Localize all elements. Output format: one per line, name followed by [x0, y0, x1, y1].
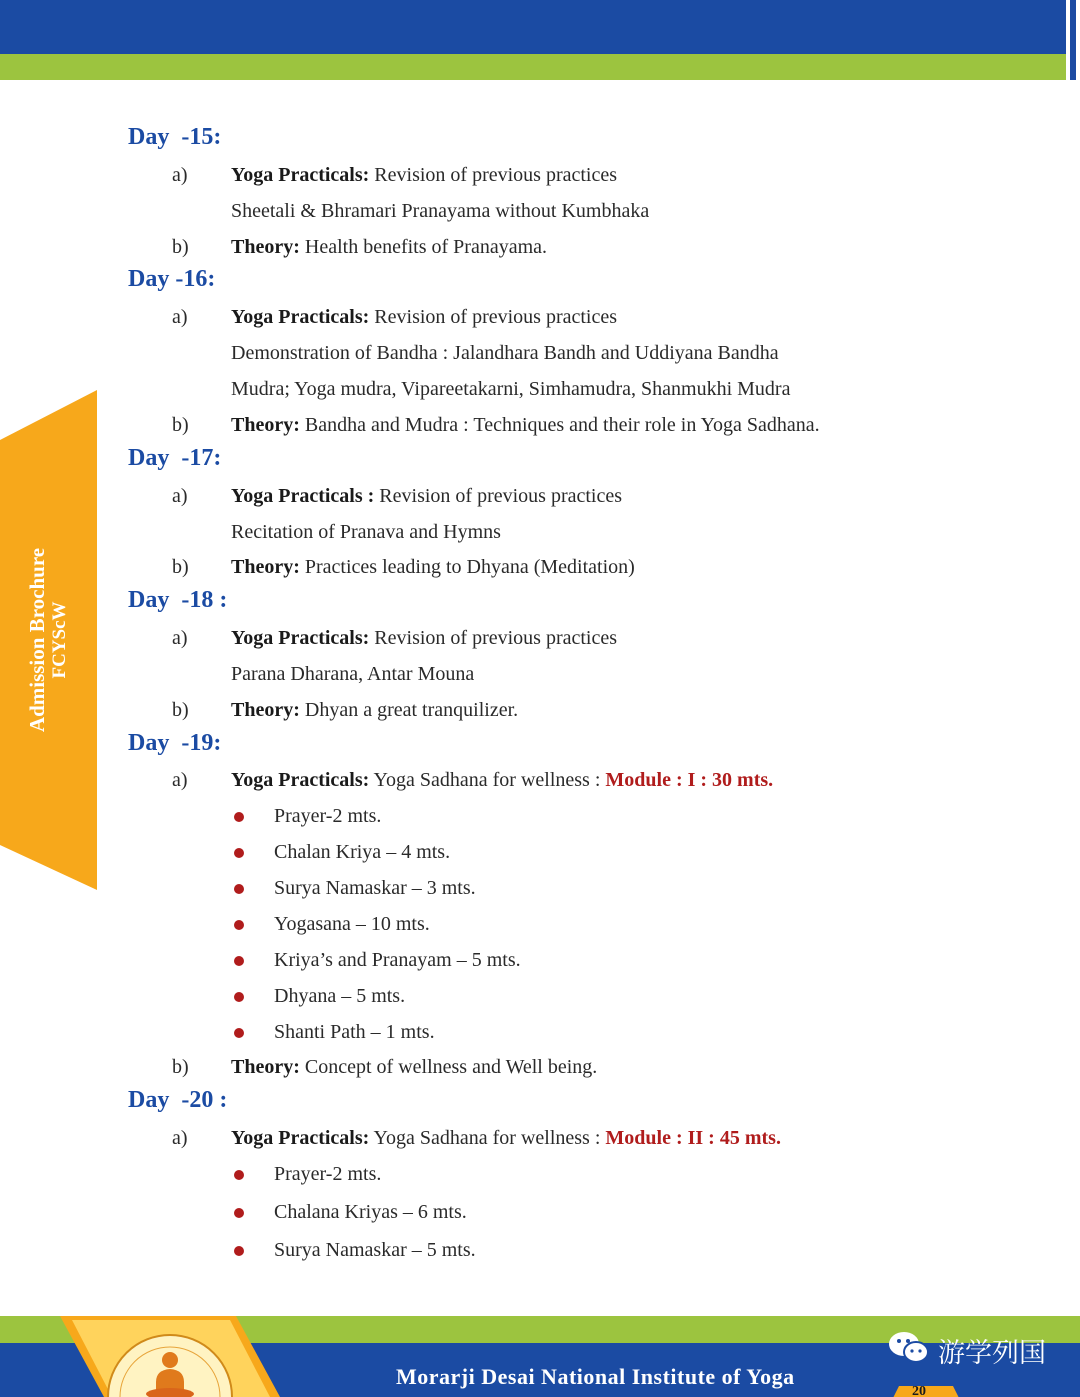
bullet-icon [234, 992, 244, 1002]
header-band [0, 0, 1080, 54]
day-19-module: Module : I : 30 mts. [605, 769, 774, 791]
day-19-bullet-4: Yogasana – 10 mts. [274, 913, 430, 935]
bullet-icon [234, 1170, 244, 1180]
bullet-icon [234, 848, 244, 858]
day-20-heading: Day -20 : [128, 1087, 228, 1113]
day-20-a-line1: Yoga Practicals: Yoga Sadhana for wellness : Module : II : 45 mts. [231, 1127, 781, 1149]
day-16-b-line: Theory: Bandha and Mudra : Techniques and their role in Yoga Sadhana. [231, 414, 820, 436]
day-18-heading: Day -18 : [128, 587, 228, 613]
day-16-a-label: a) [172, 306, 188, 328]
day-17-a-label: a) [172, 485, 188, 507]
day-19-bullet-2: Chalan Kriya – 4 mts. [274, 841, 451, 863]
wechat-account-name: 游学列国 [938, 1337, 1046, 1369]
day-16-b-label: b) [172, 414, 189, 436]
institute-logo [60, 1316, 280, 1397]
day-17-a-line2: Recitation of Pranava and Hymns [231, 521, 501, 543]
day-19-a-line1: Yoga Practicals: Yoga Sadhana for wellness : Module : I : 30 mts. [231, 769, 774, 791]
day-18-b-label: b) [172, 699, 189, 721]
page-number-tab [893, 1385, 959, 1397]
day-20-bullet-1: Prayer-2 mts. [274, 1163, 382, 1185]
day-20-module: Module : II : 45 mts. [605, 1127, 781, 1149]
day-16-a-line2: Demonstration of Bandha : Jalandhara Bandh and Uddiyana Bandha [231, 342, 779, 364]
bullet-icon [234, 956, 244, 966]
institute-name: Morarji Desai National Institute of Yoga [396, 1364, 795, 1389]
day-19-heading: Day -19: [128, 730, 222, 756]
day-19-bullet-5: Kriya’s and Pranayam – 5 mts. [274, 949, 521, 971]
wechat-watermark [888, 1330, 1046, 1370]
bullet-icon [234, 1208, 244, 1218]
day-15-heading: Day -15: [128, 124, 222, 150]
day-18-b-line: Theory: Dhyan a great tranquilizer. [231, 699, 519, 721]
day-19-bullet-1: Prayer-2 mts. [274, 805, 382, 827]
day-16-a-line1: Yoga Practicals: Revision of previous practices [231, 306, 618, 328]
side-tab-label [25, 510, 71, 770]
day-15-a-line1: Yoga Practicals: Revision of previous practices [231, 164, 618, 186]
wechat-icon [888, 1330, 930, 1371]
day-17-b-line: Theory: Practices leading to Dhyana (Meditation) [231, 556, 635, 578]
day-16-heading: Day -16: [128, 266, 216, 292]
day-20-a-label: a) [172, 1127, 188, 1149]
header-accent-band [0, 54, 1080, 80]
day-17-b-label: b) [172, 556, 189, 578]
day-19-a-label: a) [172, 769, 188, 791]
day-15-a-line2: Sheetali & Bhramari Pranayama without Kumbhaka [231, 200, 650, 222]
side-tab-line1: Admission Brochure [25, 547, 50, 733]
day-18-a-label: a) [172, 627, 188, 649]
day-16-a-line3: Mudra; Yoga mudra, Vipareetakarni, Simhamudra, Shanmukhi Mudra [231, 378, 791, 400]
side-tab-line2: FCYScW [49, 601, 71, 679]
day-19-bullet-6: Dhyana – 5 mts. [274, 985, 406, 1007]
bullet-icon [234, 1246, 244, 1256]
bullet-icon [234, 812, 244, 822]
day-19-b-label: b) [172, 1056, 189, 1078]
day-15-b-line: Theory: Health benefits of Pranayama. [231, 236, 548, 258]
day-19-bullet-3: Surya Namaskar – 3 mts. [274, 877, 476, 899]
day-17-heading: Day -17: [128, 445, 222, 471]
day-19-b-line: Theory: Concept of wellness and Well being. [231, 1056, 598, 1078]
day-15-b-label: b) [172, 236, 189, 258]
day-18-a-line1: Yoga Practicals: Revision of previous practices [231, 627, 618, 649]
day-18-a-line2: Parana Dharana, Antar Mouna [231, 663, 475, 685]
header-right-edge [1066, 0, 1080, 80]
bullet-icon [234, 1028, 244, 1038]
bullet-icon [234, 884, 244, 894]
day-20-bullet-3: Surya Namaskar – 5 mts. [274, 1239, 476, 1261]
day-20-bullet-2: Chalana Kriyas – 6 mts. [274, 1201, 467, 1223]
bullet-icon [234, 920, 244, 930]
day-19-bullet-7: Shanti Path – 1 mts. [274, 1021, 435, 1043]
day-15-a-label: a) [172, 164, 188, 186]
day-17-a-line1: Yoga Practicals : Revision of previous practices [231, 485, 623, 507]
page-number: 20 [912, 1386, 926, 1397]
